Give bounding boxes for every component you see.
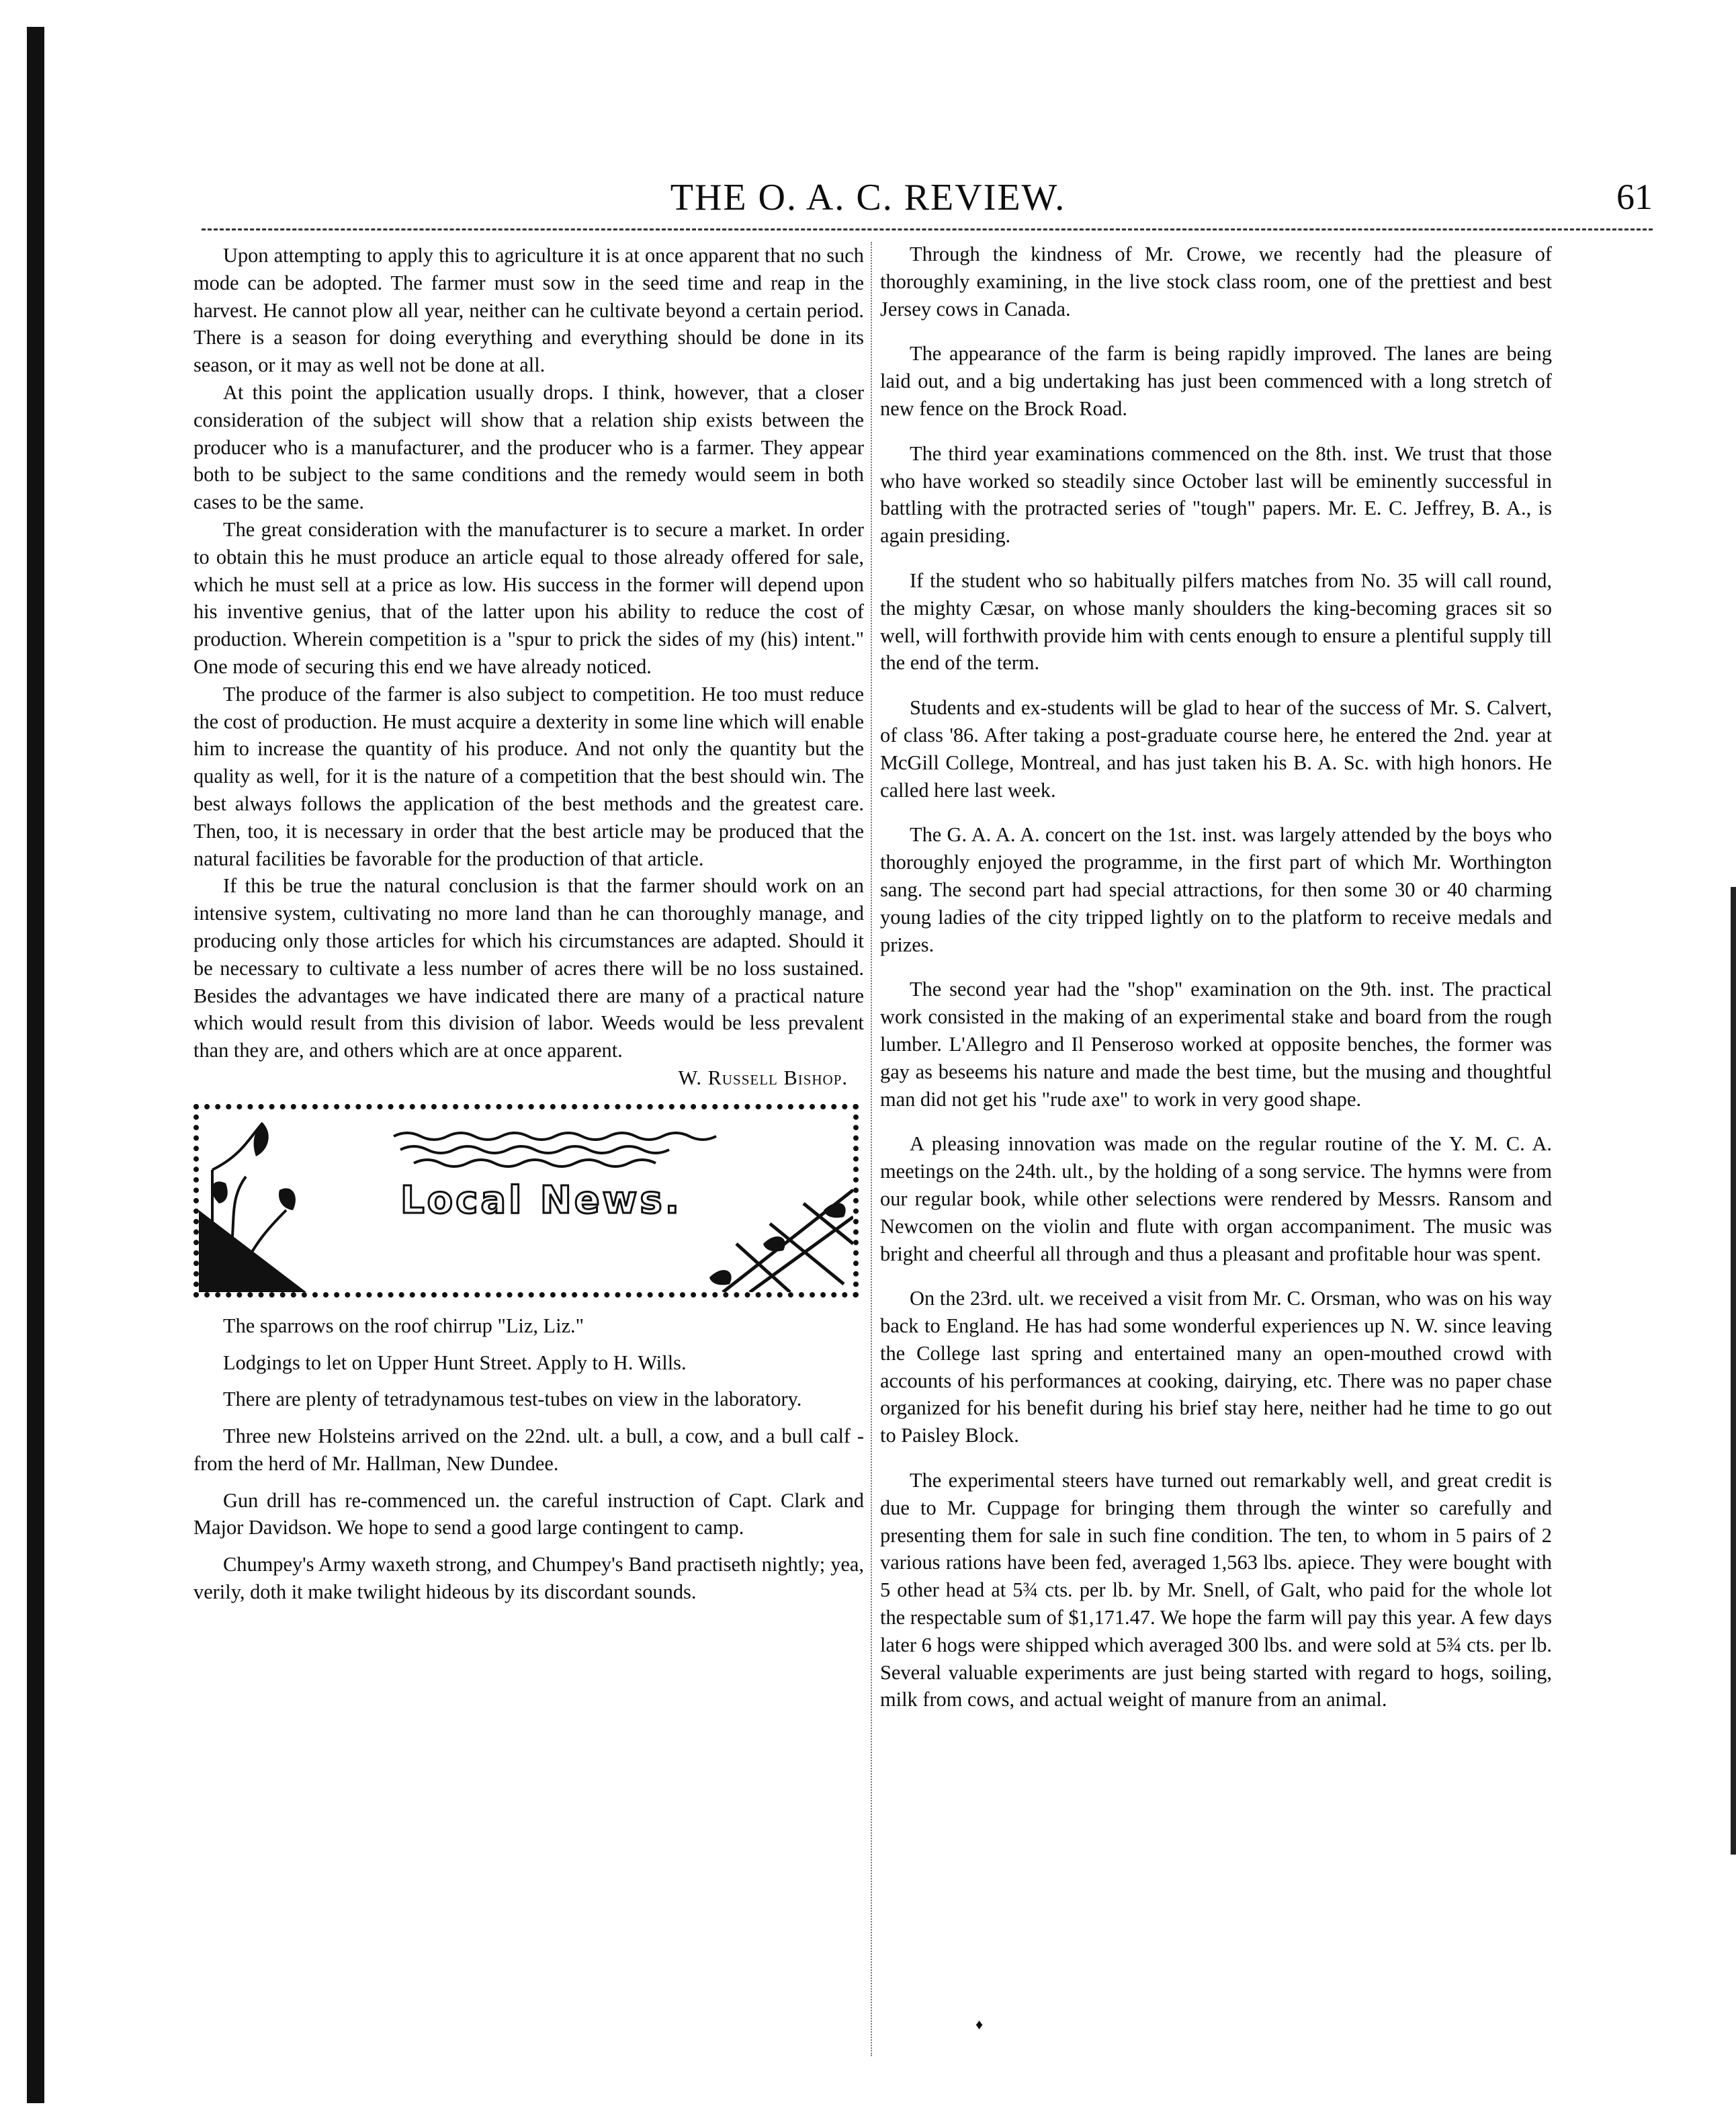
news-item: On the 23rd. ult. we received a visit from Mr. C. Orsman, who was on his way back to England. He has had some wonderful experiences up N. W. since leaving the College last spring and entertained many an open-mouthed crowd with accounts of his performances at cooking, dairying, etc. There was no paper chase organized for his benefit during his brief stay here, neither had he time to go out to Paisley Block. [880,1287,1552,1447]
news-item: The experimental steers have turned out remarkably well, and great credit is due to Mr. Cuppage for bringing them through the winter so carefully and presenting them for sale in such fine condition. The ten, to whom in 5 pairs of 2 various rations have been fed, averaged 1,563 lbs. apiece. They were bought with 5 other head at 5¾ cts. per lb. by Mr. Snell, of Galt, who paid for the whole lot the respectable sum of $1,171.47. We hope the farm will pay this year. A few days later 6 hogs were shipped which averaged 300 lbs. and were sold at 5¾ cts. per lb. Several valuable experiments are just being started with regard to hogs, soiling, milk from cows, and actual weight of manure from an animal. [880,1469,1552,1711]
left-column [193,242,864,1615]
news-item: If the student who so habitually pilfers matches from No. 35 will call round, the mighty Cæsar, on whose manly shoulders the king-becoming graces sit so well, will forthwith provide him with cents enough to ensure a plentiful supply till the end of the term. [880,568,1552,675]
article-signature: W. Russell Bishop. [678,1066,848,1089]
page-number: 61 [1616,177,1653,217]
article-paragraph: The great consideration with the manufacturer is to secure a market. In order to obtain this he must produce an article equal to those already offered for sale, which he must sell at a price as low. His success in the former will depend upon his inventive genius, that of the latter upon his ability to reduce the cost of production. Wherein competition is a "spur to prick the sides of my (his) intent." One mode of securing this end we have already noticed. [193,517,864,678]
local-news-list [193,1312,864,1606]
scan-edge-right [1731,887,1736,1855]
news-item: Gun drill has re-commenced un. the careful instruction of Capt. Clark and Major Davidson. We hope to send a good large contingent to camp. [193,1488,864,1539]
local-news-banner [193,1104,859,1298]
local-news-title: Local News. [400,1178,683,1222]
page-title: THE O. A. C. REVIEW. [670,177,1066,218]
news-item: Three new Holsteins arrived on the 22nd. ult. a bull, a cow, and a bull calf - from the herd of Mr. Hallman, New Dundee. [193,1425,864,1475]
news-item: The G. A. A. A. concert on the 1st. inst. was largely attended by the boys who thoroughly enjoyed the programme, in the first part of which Mr. Worthington sang. The second part had special attractions, for then some 30 or 40 charming young ladies of the city tripped lightly on to the platform to receive medals and prizes. [880,823,1552,956]
article-paragraph: If this be true the natural conclusion is that the farmer should work on an intensive system, cultivating no more land than he can thoroughly manage, and producing only those articles for which his circumstances are adapted. Should it be necessary to cultivate a less number of acres there will be no loss sustained. Besides the advantages we have indicated there are many of a practical nature which would result from this division of labor. Weeds would be less prevalent than they are, and others which are at once apparent. [193,874,864,1062]
footer-ornament-icon: ♦ [975,2016,984,2033]
article-paragraph: Upon attempting to apply this to agriculture it is at once apparent that no such mode can be adopted. The farmer must sow in the seed time and reap in the harvest. He cannot plow all year, neither can he cultivate beyond a certain period. There is a season for doing everything and everything should be done in its season, or it may as well not be done at all. [193,244,864,377]
news-item: There are plenty of tetradynamous test-tubes on view in the laboratory. [223,1388,802,1411]
news-item: Through the kindness of Mr. Crowe, we recently had the pleasure of thoroughly examining, in the live stock class room, one of the prettiest and best Jersey cows in Canada. [880,243,1552,321]
right-column [880,241,1552,1731]
article-paragraph: The produce of the farmer is also subject to competition. He too must reduce the cost of production. He must acquire a dexterity in some line which will enable him to increase the quantity of his produce. And not only the quantity but the quality as well, for it is the nature of a competition that the best should win. The best always follows the application of the best methods and the greatest care. Then, too, it is necessary in order that the best article may be produced that the natural facilities be favorable for the production of that article. [193,682,864,870]
news-item: Lodgings to let on Upper Hunt Street. Apply to H. Wills. [223,1351,687,1374]
news-item: The second year had the "shop" examination on the 9th. inst. The practical work consisted in the making of an experimental stake and board from the rough lumber. L'Allegro and Il Penseroso worked at opposite benches, the former was gay as beseems his nature and made the best time, but the musing and thoughtful man did not get his "rude axe" to work in very good shape. [880,978,1552,1111]
news-item: A pleasing innovation was made on the regular routine of the Y. M. C. A. meetings on the 24th. ult., by the holding of a song service. The hymns were from our regular book, while other selections were rendered by Messrs. Ransom and Newcomen on the violin and flute with organ accompaniment. The music was bright and cheerful all through and thus a pleasant and profitable hour was spent. [880,1132,1552,1265]
news-item: The appearance of the farm is being rapidly improved. The lanes are being laid out, and a big undertaking has just been commenced with a long stretch of new fence on the Brock Road. [880,342,1552,420]
news-item: Chumpey's Army waxeth strong, and Chumpey's Band practiseth nightly; yea, verily, doth it make twilight hideous by its discordant sounds. [193,1553,864,1604]
article-paragraph: At this point the application usually drops. I think, however, that a closer consideration of the subject will show that a relation ship exists between the producer who is a manufacturer, and the producer who is a farmer. They appear both to be subject to the same conditions and the remedy would seem in both cases to be the same. [193,380,864,514]
news-item: Students and ex-students will be glad to hear of the success of Mr. S. Calvert, of class '86. After taking a post-graduate course here, he entered the 2nd. year at McGill College, Montreal, and has just taken his B. A. Sc. with high honors. He called here last week. [880,696,1552,802]
news-item: The sparrows on the roof chirrup "Liz, Liz." [223,1314,584,1337]
column-divider [871,242,872,2056]
scan-edge-left [27,27,44,2103]
header-rule [202,228,1653,230]
news-item: The third year examinations commenced on the 8th. inst. We trust that those who have worked so steadily since October last will be eminently successful in battling with the protracted series of "tough" papers. Mr. E. C. Jeffrey, B. A., is again presiding. [880,441,1552,548]
